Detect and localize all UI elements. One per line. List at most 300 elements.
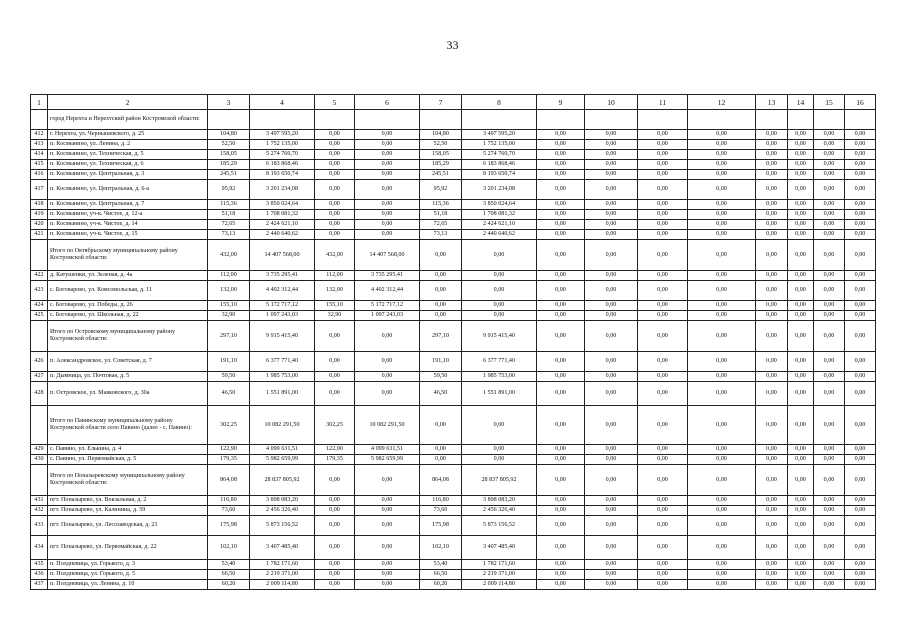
value-cell: 0,00	[585, 150, 638, 160]
table-row	[31, 130, 876, 140]
value-cell: 0,00	[845, 150, 876, 160]
value-cell: 0,00	[638, 516, 688, 536]
value-cell: 102,10	[420, 536, 462, 560]
value-cell: 0,00	[585, 536, 638, 560]
value-cell: 0,00	[814, 372, 845, 382]
value-cell: 0,00	[355, 210, 420, 220]
value-cell: 0,00	[788, 496, 814, 506]
value-cell: 3 898 083,20	[250, 496, 315, 506]
value-cell: 0,00	[585, 281, 638, 301]
value-cell: 0,00	[355, 140, 420, 150]
value-cell: 0,00	[420, 455, 462, 465]
column-header: 6	[355, 95, 420, 110]
column-header: 8	[462, 95, 537, 110]
value-cell: 122,90	[208, 445, 250, 455]
value-cell: 0,00	[788, 382, 814, 406]
value-cell: 0,00	[537, 516, 585, 536]
value-cell: 14 407 568,00	[355, 240, 420, 271]
value-cell: 0,00	[845, 516, 876, 536]
value-cell: 0,00	[537, 352, 585, 372]
table-body	[31, 110, 876, 590]
value-cell: 0,00	[537, 150, 585, 160]
address-cell: пгт. Поназырево, ул. Вокзальная, д. 2	[48, 496, 208, 506]
value-cell: 0,00	[756, 220, 788, 230]
value-cell: 0,00	[355, 170, 420, 180]
value-cell: 0,00	[756, 311, 788, 321]
value-cell: 0,00	[814, 352, 845, 372]
value-cell	[638, 110, 688, 130]
value-cell: 0,00	[585, 382, 638, 406]
value-cell: 0,00	[315, 570, 355, 580]
value-cell: 0,00	[537, 220, 585, 230]
value-cell: 0,00	[756, 465, 788, 496]
value-cell: 0,00	[462, 406, 537, 445]
value-cell: 191,10	[420, 352, 462, 372]
value-cell: 8 193 650,74	[250, 170, 315, 180]
table-row	[31, 230, 876, 240]
value-cell: 0,00	[315, 160, 355, 170]
value-cell: 0,00	[638, 311, 688, 321]
value-cell: 0,00	[688, 200, 756, 210]
table-row	[31, 200, 876, 210]
value-cell: 0,00	[315, 506, 355, 516]
value-cell: 0,00	[315, 150, 355, 160]
value-cell: 3 850 024,64	[250, 200, 315, 210]
value-cell: 3 407 485,40	[462, 536, 537, 560]
value-cell: 0,00	[638, 180, 688, 200]
value-cell: 6 183 868,46	[250, 160, 315, 170]
value-cell: 0,00	[845, 580, 876, 590]
value-cell: 0,00	[688, 506, 756, 516]
value-cell: 3 201 234,08	[250, 180, 315, 200]
value-cell: 0,00	[756, 271, 788, 281]
value-cell: 0,00	[462, 311, 537, 321]
value-cell: 0,00	[688, 230, 756, 240]
value-cell: 53,40	[420, 560, 462, 570]
value-cell: 0,00	[537, 311, 585, 321]
value-cell: 1 752 135,00	[462, 140, 537, 150]
value-cell: 0,00	[537, 130, 585, 140]
value-cell: 0,00	[814, 311, 845, 321]
value-cell: 0,00	[355, 220, 420, 230]
value-cell: 0,00	[845, 465, 876, 496]
table-row	[31, 352, 876, 372]
value-cell: 0,00	[638, 200, 688, 210]
table-row	[31, 150, 876, 160]
value-cell: 0,00	[420, 240, 462, 271]
value-cell: 0,00	[355, 536, 420, 560]
value-cell: 0,00	[638, 406, 688, 445]
value-cell: 2 424 621,10	[250, 220, 315, 230]
value-cell: 0,00	[845, 496, 876, 506]
address-cell: с. Павино, ул. Первомайская, д. 5	[48, 455, 208, 465]
value-cell: 60,20	[208, 580, 250, 590]
table-row	[31, 536, 876, 560]
value-cell: 0,00	[688, 465, 756, 496]
value-cell: 0,00	[420, 406, 462, 445]
value-cell: 158,05	[420, 150, 462, 160]
address-cell: Итого по Павинскому муниципальному району Костромской области село Павино (далее - с. Павино):	[48, 406, 208, 445]
value-cell: 116,80	[420, 496, 462, 506]
row-number-cell: 429	[31, 445, 48, 455]
address-cell: д. Катушенки, ул. Зеленая, д. 4а	[48, 271, 208, 281]
value-cell: 0,00	[355, 465, 420, 496]
value-cell: 0,00	[638, 160, 688, 170]
table-row	[31, 382, 876, 406]
value-cell: 0,00	[814, 560, 845, 570]
value-cell: 0,00	[688, 240, 756, 271]
value-cell: 245,51	[420, 170, 462, 180]
table-row	[31, 465, 876, 496]
value-cell: 2 456 326,40	[462, 506, 537, 516]
value-cell: 0,00	[315, 140, 355, 150]
value-cell: 0,00	[756, 455, 788, 465]
value-cell: 245,51	[208, 170, 250, 180]
value-cell: 0,00	[788, 445, 814, 455]
value-cell: 185,29	[420, 160, 462, 170]
value-cell: 0,00	[355, 160, 420, 170]
value-cell: 0,00	[788, 180, 814, 200]
value-cell: 6 377 771,40	[462, 352, 537, 372]
value-cell: 0,00	[638, 536, 688, 560]
value-cell: 0,00	[638, 465, 688, 496]
value-cell: 0,00	[537, 455, 585, 465]
table-row	[31, 372, 876, 382]
value-cell: 0,00	[688, 311, 756, 321]
value-cell: 0,00	[814, 240, 845, 271]
value-cell: 0,00	[355, 230, 420, 240]
value-cell: 0,00	[814, 506, 845, 516]
value-cell: 32,90	[208, 311, 250, 321]
value-cell: 4 402 312,44	[250, 281, 315, 301]
address-cell: п. Полдневица, ул. Горького, д. 5	[48, 570, 208, 580]
value-cell: 5 873 156,52	[462, 516, 537, 536]
address-cell: п. Дымница, ул. Почтовая, д. 5	[48, 372, 208, 382]
column-header: 14	[788, 95, 814, 110]
value-cell: 0,00	[688, 496, 756, 506]
value-cell: 0,00	[462, 240, 537, 271]
value-cell: 52,50	[208, 140, 250, 150]
value-cell: 0,00	[585, 311, 638, 321]
value-cell: 0,00	[756, 580, 788, 590]
value-cell: 0,00	[315, 230, 355, 240]
address-cell: п. Космынино, ул. Центральная, д. 7	[48, 200, 208, 210]
value-cell: 0,00	[845, 560, 876, 570]
value-cell: 0,00	[638, 170, 688, 180]
value-cell: 0,00	[638, 301, 688, 311]
column-header: 5	[315, 95, 355, 110]
value-cell: 2 440 640,62	[462, 230, 537, 240]
value-cell: 0,00	[537, 445, 585, 455]
value-cell: 0,00	[537, 506, 585, 516]
value-cell: 5 274 760,70	[462, 150, 537, 160]
row-number-cell: 413	[31, 140, 48, 150]
table-row	[31, 210, 876, 220]
value-cell: 0,00	[845, 130, 876, 140]
value-cell: 0,00	[537, 140, 585, 150]
value-cell: 3 850 024,64	[462, 200, 537, 210]
value-cell: 0,00	[537, 372, 585, 382]
value-cell: 0,00	[788, 536, 814, 560]
value-cell: 864,08	[208, 465, 250, 496]
value-cell: 0,00	[845, 271, 876, 281]
value-cell: 0,00	[814, 281, 845, 301]
value-cell: 0,00	[756, 560, 788, 570]
table-row	[31, 281, 876, 301]
value-cell: 0,00	[537, 170, 585, 180]
value-cell: 0,00	[756, 406, 788, 445]
value-cell: 0,00	[788, 271, 814, 281]
value-cell: 28 837 805,92	[462, 465, 537, 496]
value-cell: 0,00	[315, 180, 355, 200]
address-cell: п. Космынино, уч-к. Чистое, д. 15	[48, 230, 208, 240]
value-cell: 0,00	[814, 496, 845, 506]
value-cell: 1 097 243,03	[250, 311, 315, 321]
value-cell: 0,00	[788, 465, 814, 496]
value-cell: 0,00	[756, 506, 788, 516]
table-row	[31, 580, 876, 590]
table-row	[31, 311, 876, 321]
value-cell: 0,00	[462, 455, 537, 465]
column-header: 13	[756, 95, 788, 110]
value-cell: 73,60	[420, 506, 462, 516]
value-cell: 0,00	[814, 130, 845, 140]
value-cell: 0,00	[756, 230, 788, 240]
value-cell: 1 985 753,00	[250, 372, 315, 382]
value-cell: 155,10	[315, 301, 355, 311]
value-cell: 0,00	[788, 580, 814, 590]
value-cell: 0,00	[537, 465, 585, 496]
row-number-cell	[31, 240, 48, 271]
table-row	[31, 570, 876, 580]
value-cell: 0,00	[638, 506, 688, 516]
value-cell: 0,00	[355, 130, 420, 140]
column-header: 3	[208, 95, 250, 110]
value-cell: 185,29	[208, 160, 250, 170]
value-cell: 0,00	[537, 382, 585, 406]
value-cell: 0,00	[537, 560, 585, 570]
value-cell: 0,00	[814, 180, 845, 200]
value-cell: 0,00	[537, 301, 585, 311]
address-cell: п. Космынино, уч-к. Чистое, д. 12-а	[48, 210, 208, 220]
value-cell: 0,00	[756, 210, 788, 220]
value-cell: 0,00	[788, 506, 814, 516]
value-cell: 0,00	[537, 200, 585, 210]
value-cell: 0,00	[638, 560, 688, 570]
table-row	[31, 240, 876, 271]
value-cell: 0,00	[688, 445, 756, 455]
address-cell: п. Космынино, ул. Техническая, д. 5	[48, 150, 208, 160]
row-number-cell: 427	[31, 372, 48, 382]
value-cell: 0,00	[845, 200, 876, 210]
value-cell: 0,00	[845, 445, 876, 455]
address-cell: город Нерехта и Нерехтский район Костромской области:	[48, 110, 208, 130]
row-number-cell: 415	[31, 160, 48, 170]
value-cell: 102,10	[208, 536, 250, 560]
value-cell: 0,00	[788, 311, 814, 321]
value-cell: 0,00	[585, 516, 638, 536]
value-cell: 302,25	[208, 406, 250, 445]
row-number-cell: 418	[31, 200, 48, 210]
table-row	[31, 170, 876, 180]
value-cell: 0,00	[537, 180, 585, 200]
value-cell: 0,00	[756, 150, 788, 160]
value-cell: 0,00	[788, 560, 814, 570]
value-cell	[814, 110, 845, 130]
column-header: 9	[537, 95, 585, 110]
row-number-cell: 431	[31, 496, 48, 506]
value-cell: 132,00	[315, 281, 355, 301]
value-cell: 0,00	[355, 180, 420, 200]
value-cell: 0,00	[788, 130, 814, 140]
value-cell: 0,00	[355, 352, 420, 372]
row-number-cell: 426	[31, 352, 48, 372]
value-cell: 0,00	[845, 506, 876, 516]
value-cell: 0,00	[814, 140, 845, 150]
value-cell: 0,00	[756, 170, 788, 180]
table-row	[31, 516, 876, 536]
column-header: 10	[585, 95, 638, 110]
address-cell: п. Космынино, ул. Центральная, д. 3	[48, 170, 208, 180]
value-cell: 0,00	[315, 220, 355, 230]
value-cell: 6 183 868,46	[462, 160, 537, 170]
value-cell: 0,00	[537, 570, 585, 580]
value-cell: 104,80	[420, 130, 462, 140]
value-cell: 32,90	[315, 311, 355, 321]
column-header: 11	[638, 95, 688, 110]
column-header: 16	[845, 95, 876, 110]
address-cell: п. Космынино, уч-к. Чистое, д. 14	[48, 220, 208, 230]
value-cell: 0,00	[756, 445, 788, 455]
value-cell: 0,00	[355, 321, 420, 352]
value-cell: 0,00	[355, 200, 420, 210]
address-cell: п. Александровское, ул. Советская, д. 7	[48, 352, 208, 372]
row-number-cell	[31, 465, 48, 496]
value-cell: 0,00	[537, 281, 585, 301]
value-cell: 0,00	[788, 301, 814, 311]
value-cell: 3 735 295,41	[355, 271, 420, 281]
value-cell: 0,00	[845, 230, 876, 240]
value-cell: 0,00	[585, 570, 638, 580]
table-row	[31, 110, 876, 130]
value-cell	[756, 110, 788, 130]
value-cell: 0,00	[315, 170, 355, 180]
value-cell: 10 082 291,50	[250, 406, 315, 445]
value-cell: 115,36	[208, 200, 250, 210]
value-cell: 5 274 760,70	[250, 150, 315, 160]
address-cell: п. Космынино, ул. Центральная, д. 6-а	[48, 180, 208, 200]
row-number-cell: 430	[31, 455, 48, 465]
value-cell: 0,00	[585, 200, 638, 210]
table-header	[31, 95, 876, 110]
value-cell: 175,98	[208, 516, 250, 536]
value-cell: 59,50	[208, 372, 250, 382]
column-header: 15	[814, 95, 845, 110]
table-row	[31, 301, 876, 311]
page-number: 33	[446, 38, 459, 52]
value-cell: 0,00	[814, 210, 845, 220]
value-cell	[208, 110, 250, 130]
value-cell: 0,00	[585, 560, 638, 570]
value-cell: 0,00	[788, 170, 814, 180]
value-cell: 28 837 805,92	[250, 465, 315, 496]
value-cell: 14 407 568,00	[250, 240, 315, 271]
value-cell: 0,00	[585, 580, 638, 590]
value-cell: 0,00	[788, 352, 814, 372]
value-cell: 0,00	[845, 455, 876, 465]
value-cell: 0,00	[585, 230, 638, 240]
value-cell: 0,00	[756, 180, 788, 200]
value-cell: 0,00	[638, 281, 688, 301]
value-cell: 0,00	[462, 271, 537, 281]
value-cell: 0,00	[585, 455, 638, 465]
address-cell: п. Полдневица, ул. Горького, д. 3	[48, 560, 208, 570]
value-cell	[315, 110, 355, 130]
table-row	[31, 560, 876, 570]
value-cell	[537, 110, 585, 130]
address-cell: п. Островское, ул. Маяковского, д. 30а	[48, 382, 208, 406]
value-cell: 179,35	[208, 455, 250, 465]
value-cell: 0,00	[355, 506, 420, 516]
value-cell: 1 097 243,03	[355, 311, 420, 321]
value-cell: 0,00	[585, 160, 638, 170]
value-cell: 0,00	[845, 382, 876, 406]
value-cell: 0,00	[355, 560, 420, 570]
value-cell: 0,00	[585, 130, 638, 140]
value-cell: 2 009 114,80	[250, 580, 315, 590]
value-cell: 0,00	[315, 321, 355, 352]
table-row	[31, 406, 876, 445]
value-cell: 0,00	[585, 465, 638, 496]
value-cell: 0,00	[585, 271, 638, 281]
value-cell: 0,00	[756, 301, 788, 311]
value-cell: 1 551 891,00	[250, 382, 315, 406]
value-cell: 9 915 415,40	[462, 321, 537, 352]
value-cell: 0,00	[788, 200, 814, 210]
address-cell: пгт. Поназырево, ул. Первомайская, д. 22	[48, 536, 208, 560]
value-cell: 191,10	[208, 352, 250, 372]
value-cell: 0,00	[688, 281, 756, 301]
value-cell: 66,50	[420, 570, 462, 580]
row-number-cell: 432	[31, 506, 48, 516]
value-cell: 0,00	[688, 580, 756, 590]
value-cell: 0,00	[845, 281, 876, 301]
value-cell: 0,00	[638, 570, 688, 580]
value-cell: 6 377 771,40	[250, 352, 315, 372]
value-cell: 0,00	[315, 352, 355, 372]
value-cell: 1 551 891,00	[462, 382, 537, 406]
table-row	[31, 140, 876, 150]
value-cell: 0,00	[315, 382, 355, 406]
value-cell: 0,00	[814, 200, 845, 210]
value-cell: 0,00	[315, 200, 355, 210]
value-cell: 0,00	[756, 281, 788, 301]
value-cell: 1 752 135,00	[250, 140, 315, 150]
value-cell: 0,00	[638, 230, 688, 240]
value-cell: 864,08	[420, 465, 462, 496]
value-cell: 297,10	[208, 321, 250, 352]
value-cell: 0,00	[420, 271, 462, 281]
value-cell: 0,00	[638, 240, 688, 271]
row-number-cell: 421	[31, 230, 48, 240]
value-cell: 2 424 621,10	[462, 220, 537, 230]
value-cell: 0,00	[585, 240, 638, 271]
value-cell: 0,00	[537, 210, 585, 220]
value-cell: 0,00	[756, 160, 788, 170]
table-row	[31, 445, 876, 455]
value-cell: 0,00	[688, 372, 756, 382]
row-number-cell: 412	[31, 130, 48, 140]
